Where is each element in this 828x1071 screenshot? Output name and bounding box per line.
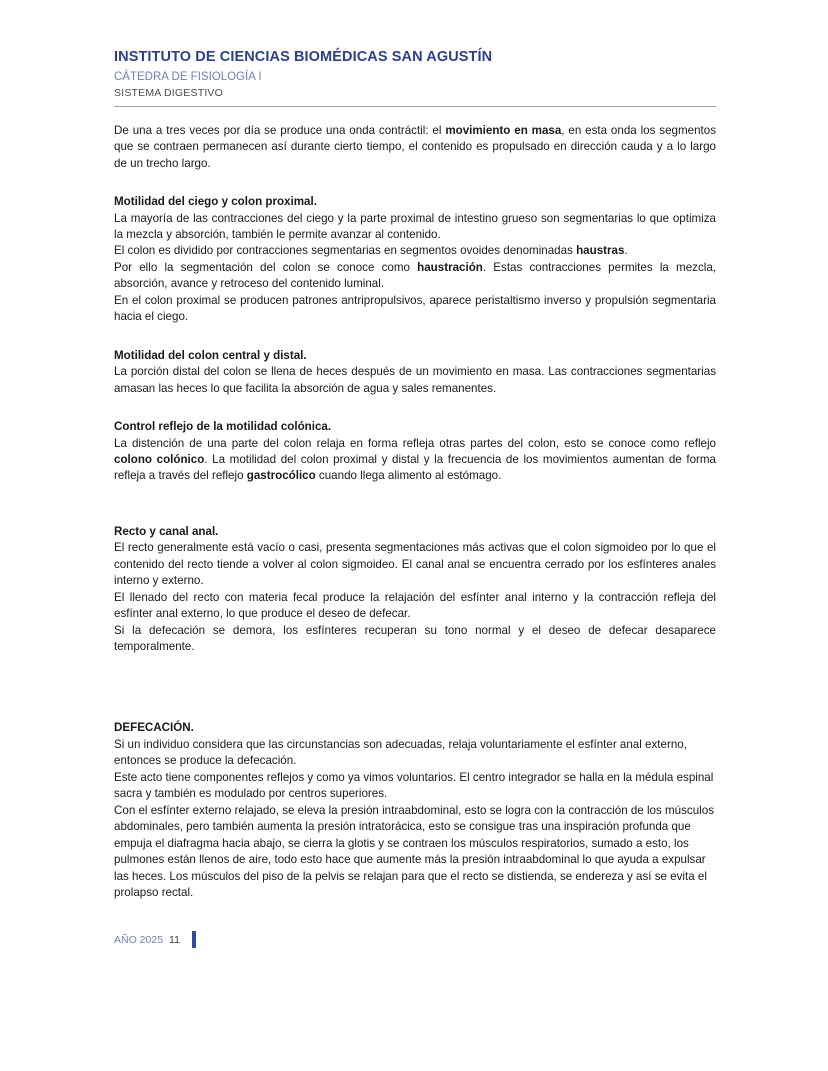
reflejo-bold-colono-colonico: colono colónico xyxy=(114,452,205,466)
document-body xyxy=(114,123,716,902)
paragraph-intro xyxy=(114,123,716,172)
ciego-p2-part2: . xyxy=(624,244,628,258)
heading-recto-canal-anal: Recto y canal anal. xyxy=(114,524,219,538)
reflejo-bold-gastrocolico: gastrocólico xyxy=(246,469,316,483)
heading-motilidad-ciego: Motilidad del ciego y colon proximal. xyxy=(114,195,317,209)
recto-paragraph-2: El llenado del recto con materia fecal produce la relajación del esfínter anal interno y la contracción refleja del esfínter anal externo, lo que produce el deseo de defecar. xyxy=(114,590,716,621)
reflejo-part2: . La motilidad del colon proximal y distal y la frecuencia de los movimientos aumentan de forma refleja a través del reflejo xyxy=(114,452,716,483)
reflejo-paragraph-1 xyxy=(114,436,716,485)
heading-motilidad-colon-central: Motilidad del colon central y distal. xyxy=(114,348,307,362)
ciego-bold-haustras: haustras xyxy=(576,244,625,258)
ciego-paragraph-3 xyxy=(114,260,716,293)
header-divider xyxy=(114,106,716,107)
intro-text xyxy=(114,123,716,172)
recto-paragraph-1: El recto generalmente está vacío o casi, presenta segmentaciones más activas que el colon sigmoideo por lo que el contenido del recto tiende a volver al colon sigmoideo. El canal anal se encuentra cerrado por los esfínteres anales interno y externo. xyxy=(114,541,716,588)
ciego-bold-haustracion: haustración xyxy=(417,260,483,274)
section-defecacion xyxy=(114,720,716,901)
recto-paragraph-3: Si la defecación se demora, los esfínteres recuperan su tono normal y el deseo de defecar desaparece temporalmente. xyxy=(114,623,716,654)
defecacion-paragraph-3: Con el esfínter externo relajado, se eleva la presión intraabdominal, esto se logra con la contracción de los músculos abdominales, pero también aumenta la presión intratorácica, esto se consigue tras una inspiración profunda que empuja el diafragma hacia abajo, se cierra la glotis y se contraen los músculos respiratorios, sumado a esto, los pulmones están llenos de aire, todo esto hace que aumente más la presión intraabdominal lo que ayuda a expulsar las heces. Los músculos del piso de la pelvis se relajan para que el recto se distienda, se endereza y así se evita el prolapso rectal. xyxy=(114,803,714,900)
footer-accent-bar xyxy=(192,931,196,948)
defecacion-paragraph-1: Si un individuo considera que las circunstancias son adecuadas, relaja voluntariamente el esfínter anal externo, entonces se produce la defecación. xyxy=(114,737,687,768)
reflejo-part3: cuando llega alimento al estómago. xyxy=(315,469,502,483)
section-control-reflejo xyxy=(114,419,716,485)
spacer xyxy=(114,694,716,720)
intro-part1: De una a tres veces por día se produce una onda contráctil: el xyxy=(114,123,446,137)
ciego-p3-part1: Por ello la segmentación del colon se conoce como xyxy=(114,260,418,274)
institute-title: INSTITUTO DE CIENCIAS BIOMÉDICAS SAN AGUSTÍN xyxy=(114,49,493,65)
spacer xyxy=(114,498,716,524)
spacer xyxy=(114,410,716,419)
ciego-p2-part1: El colon es dividido por contracciones segmentarias en segmentos ovoides denominadas xyxy=(114,244,577,258)
central-paragraph-1: La porción distal del colon se llena de heces después de un movimiento en masa. Las contracciones segmentarias amasan las heces lo que facilita la absorción de agua y sales remanentes. xyxy=(114,365,716,395)
intro-bold-movimiento-en-masa: movimiento en masa xyxy=(445,123,562,137)
reflejo-part1: La distención de una parte del colon relaja en forma refleja otras partes del colon, esto se conoce como reflejo xyxy=(114,436,716,450)
spacer xyxy=(114,668,716,694)
document-header xyxy=(114,48,716,107)
course-subtitle: CÁTEDRA DE FISIOLOGÍA I xyxy=(114,71,262,84)
footer-year: AÑO 2025 xyxy=(114,933,164,946)
document-footer xyxy=(114,931,716,948)
spacer xyxy=(114,185,716,194)
footer-page-number: 11 xyxy=(169,933,180,946)
heading-control-reflejo: Control reflejo de la motilidad colónica. xyxy=(114,420,332,434)
intro-part2: , en esta onda los segmentos que se contraen permanecen así durante cierto tiempo, el contenido es propulsado en dirección cauda y a lo largo de un trecho largo. xyxy=(114,123,716,170)
defecacion-paragraph-2: Este acto tiene componentes reflejos y como ya vimos voluntarios. El centro integrador se halla en la médula espinal sacra y también es modulado por centros superiores. xyxy=(114,770,714,801)
section-colon-central xyxy=(114,348,716,397)
ciego-p3-part2: . Estas contracciones permites la mezcla, absorción, avance y retroceso del contenido luminal. xyxy=(114,260,716,291)
heading-defecacion: DEFECACIÓN. xyxy=(114,721,194,735)
ciego-paragraph-2 xyxy=(114,243,716,259)
topic-subtitle: SISTEMA DIGESTIVO xyxy=(114,87,224,100)
section-ciego xyxy=(114,194,716,326)
ciego-paragraph-4: En el colon proximal se producen patrones antripropulsivos, aparece peristaltismo inverso y propulsión segmentaria hacia el ciego. xyxy=(114,293,716,324)
section-recto-canal-anal xyxy=(114,524,716,656)
ciego-paragraph-1: La mayoría de las contracciones del ciego y la parte proximal de intestino grueso son segmentarias lo que optimiza la mezcla y absorción, también le permite avanzar al contenido. xyxy=(114,211,716,241)
spacer xyxy=(114,339,716,348)
